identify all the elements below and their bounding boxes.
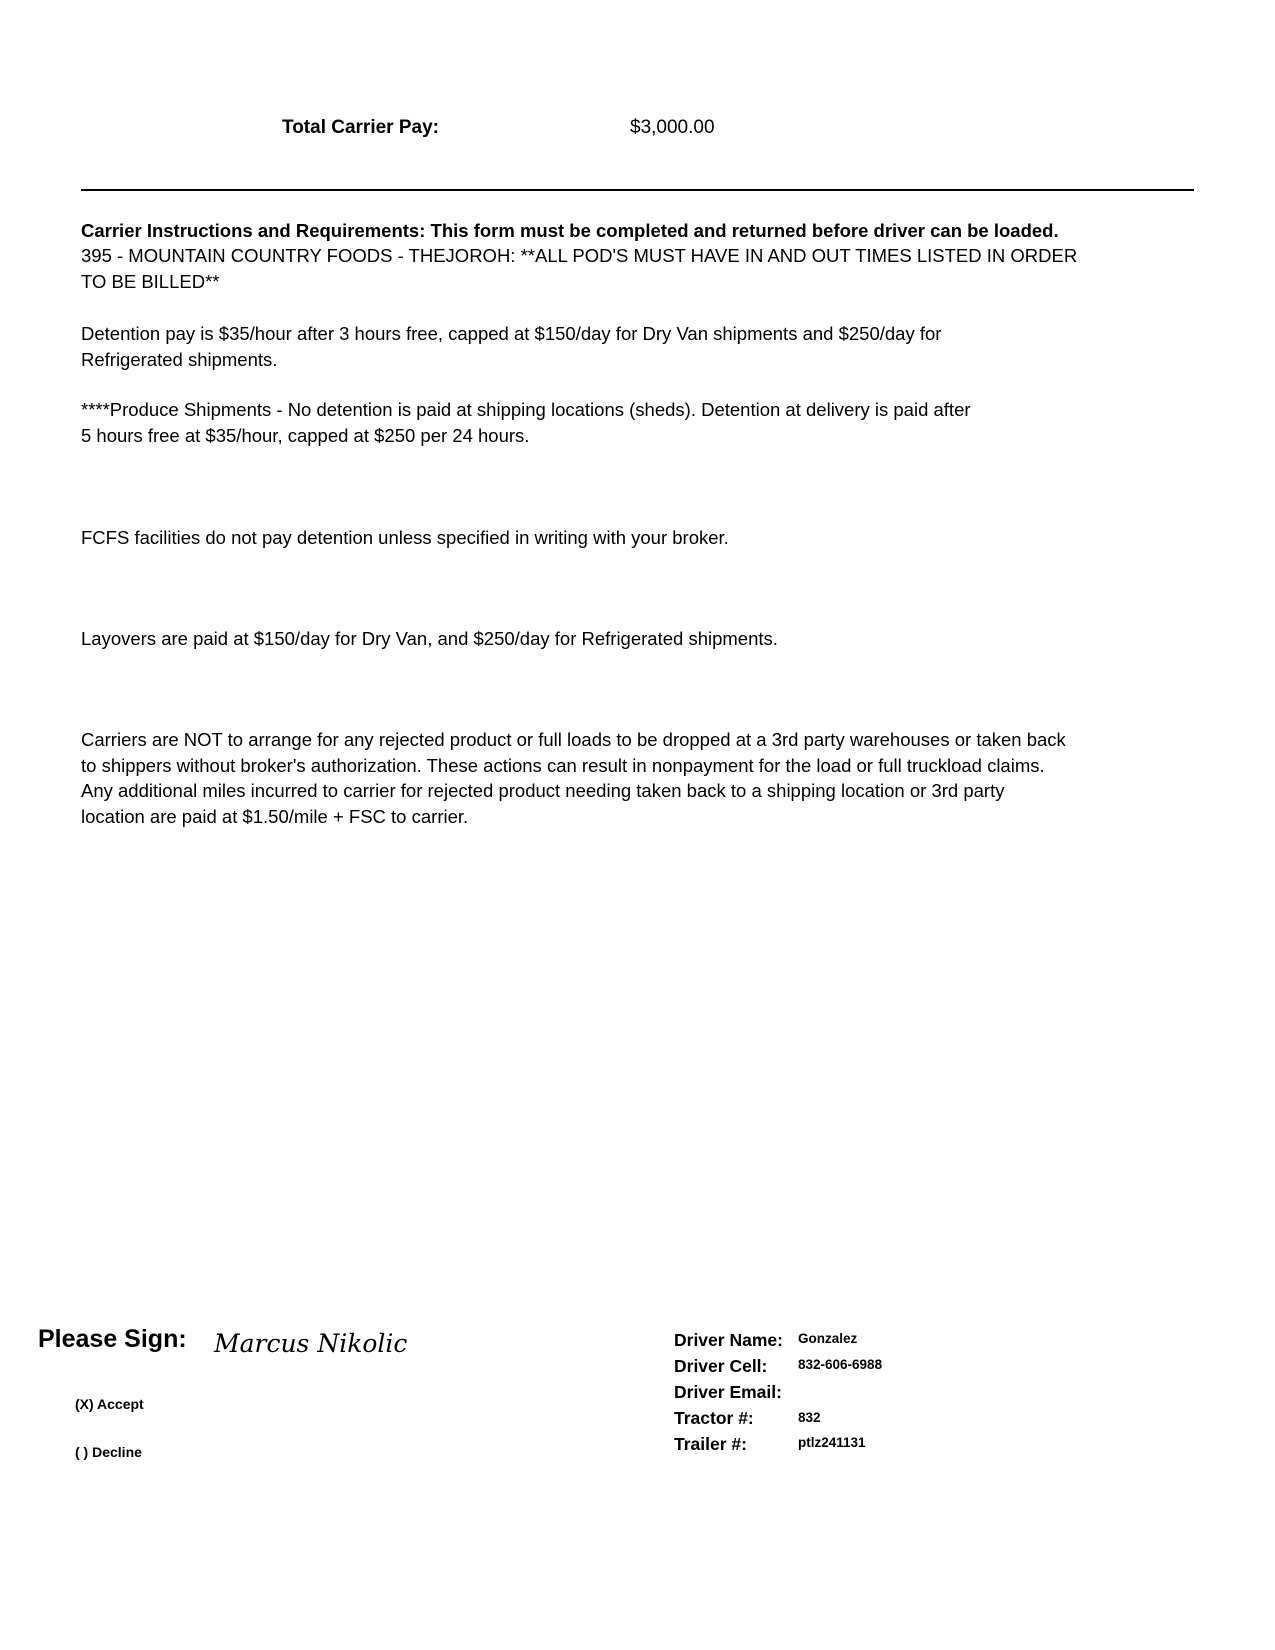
driver-email-label: Driver Email: — [674, 1382, 782, 1402]
instructions-heading: Carrier Instructions and Requirements: This form must be completed and returned before driver can be loaded. — [81, 220, 1059, 241]
svg-text:Marcus Nikolic: Marcus Nikolic — [214, 1329, 408, 1358]
produce-paragraph: ****Produce Shipments - No detention is paid at shipping locations (sheds). Detention at delivery is paid after 5 hours free at $35/hour, capped at $250 per 24 hours. — [81, 399, 971, 446]
driver-cell-value: 832-606-6988 — [798, 1357, 883, 1372]
trailer-number-value: ptlz241131 — [798, 1435, 866, 1450]
decline-option[interactable]: ( ) Decline — [75, 1444, 142, 1460]
instructions-paragraph: 395 - MOUNTAIN COUNTRY FOODS - THEJOROH: **ALL POD'S MUST HAVE IN AND OUT TIMES LISTED IN ORDER TO BE BILLED** — [81, 245, 1078, 292]
trailer-number-label: Trailer #: — [674, 1434, 747, 1454]
accept-option[interactable]: (X) Accept — [75, 1396, 144, 1412]
tractor-number-label: Tractor #: — [674, 1408, 754, 1428]
total-carrier-pay-value: $3,000.00 — [630, 117, 715, 138]
total-carrier-pay-label: Total Carrier Pay: — [282, 117, 439, 138]
rejected-product-paragraph: Carriers are NOT to arrange for any rejected product or full loads to be dropped at a 3rd party warehouses or taken back to shippers without broker's authorization. These actions can result in nonpayment for the load or full truckload claims. Any additional miles incurred to carrier for rejected product needing taken back to a shipping location or 3rd party location are paid at $1.50/mile + FSC to carrier. — [81, 729, 1066, 827]
divider — [81, 189, 1194, 191]
please-sign-label: Please Sign: — [38, 1325, 187, 1353]
driver-name-value: Gonzalez — [798, 1331, 858, 1346]
detention-paragraph: Detention pay is $35/hour after 3 hours free, capped at $150/day for Dry Van shipments and $250/day for Refrigerated shipments. — [81, 323, 942, 370]
driver-name-label: Driver Name: — [674, 1330, 783, 1350]
layovers-paragraph: Layovers are paid at $150/day for Dry Van, and $250/day for Refrigerated shipments. — [81, 628, 778, 649]
driver-cell-label: Driver Cell: — [674, 1356, 768, 1376]
signature — [210, 1318, 430, 1364]
fcfs-paragraph: FCFS facilities do not pay detention unless specified in writing with your broker. — [81, 527, 729, 548]
tractor-number-value: 832 — [798, 1410, 821, 1425]
